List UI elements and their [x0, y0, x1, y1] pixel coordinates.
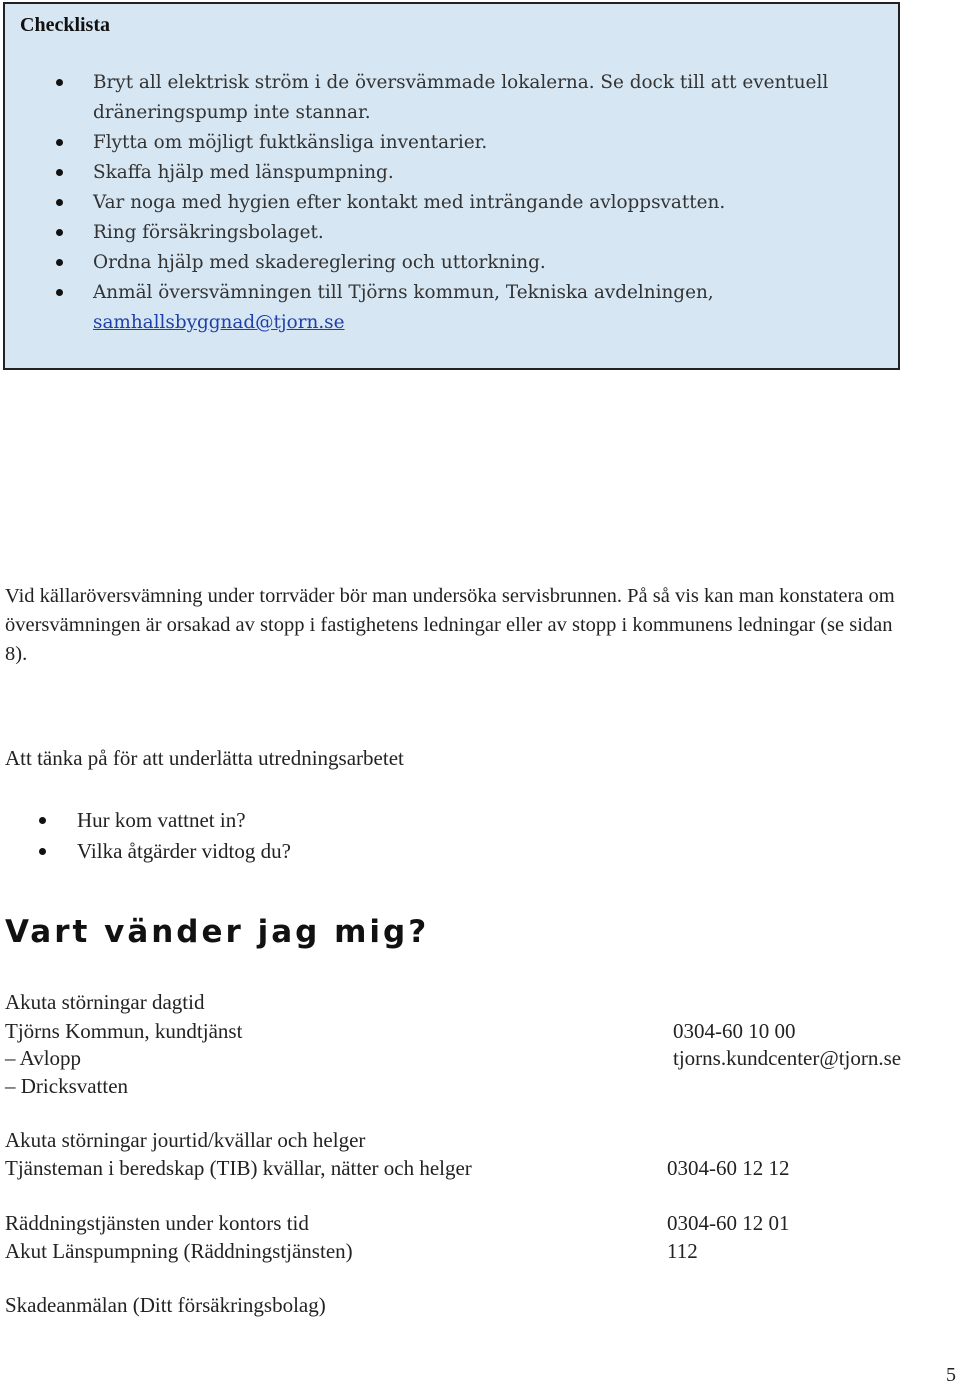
municipality-email[interactable]: tjorns.kundcenter@tjorn.se: [673, 1046, 902, 1070]
intro-paragraph: Vid källaröversvämning under torrväder bör man undersöka servisbrunnen. På så vis kan man konstatera om översvämningen är orsakad av stopp i fastighetens ledningar eller av stopp i kommunens ledningar (se sidan 8).: [5, 585, 895, 665]
pumping-label: Akut Länspumpning (Räddningstjänsten): [5, 1239, 353, 1263]
list-item: Bryt all elektrisk ström i de översvämmade lokalerna. Se dock till att eventuell dräneringspump inte stannar.: [5, 68, 893, 128]
rescue-office-label: Räddningstjänsten under kontors tid: [5, 1211, 309, 1235]
checklist-title: Checklista: [20, 14, 110, 36]
bullet-icon: [39, 817, 46, 824]
list-item: Ordna hjälp med skadereglering och uttorkning.: [5, 248, 893, 278]
investigation-list: [0, 805, 291, 867]
sewage-label: – Avlopp: [5, 1046, 82, 1070]
list-item: Vilka åtgärder vidtog du?: [0, 836, 291, 867]
tib-label: Tjänsteman i beredskap (TIB) kvällar, nätter och helger: [5, 1156, 472, 1180]
daytime-heading: Akuta störningar dagtid: [5, 990, 205, 1014]
bullet-icon: [39, 848, 46, 855]
after-hours-heading: Akuta störningar jourtid/kvällar och helger: [5, 1128, 366, 1152]
bullet-icon: [56, 79, 63, 86]
municipality-label: Tjörns Kommun, kundtjänst: [5, 1019, 243, 1043]
checklist-box: [3, 2, 900, 370]
contact-heading: Vart vänder jag mig?: [5, 914, 430, 950]
bullet-icon: [56, 259, 63, 266]
bullet-icon: [56, 199, 63, 206]
tib-phone: 0304-60 12 12: [667, 1156, 790, 1180]
insurance-label: Skadeanmälan (Ditt försäkringsbolag): [5, 1293, 326, 1317]
bullet-icon: [56, 139, 63, 146]
list-item: Ring försäkringsbolaget.: [5, 218, 893, 248]
list-item: Var noga med hygien efter kontakt med inträngande avloppsvatten.: [5, 188, 893, 218]
list-item: Flytta om möjligt fuktkänsliga inventarier.: [5, 128, 893, 158]
pumping-phone: 112: [667, 1239, 698, 1263]
list-item: Anmäl översvämningen till Tjörns kommun, Tekniska avdelningen, samhallsbyggnad@tjorn.se: [5, 278, 893, 338]
municipality-phone: 0304-60 10 00: [673, 1019, 796, 1043]
drinking-water-label: – Dricksvatten: [5, 1074, 129, 1098]
email-link[interactable]: samhallsbyggnad@tjorn.se: [93, 312, 345, 333]
list-item: Skaffa hjälp med länspumpning.: [5, 158, 893, 188]
bullet-icon: [56, 289, 63, 296]
page-number: 5: [946, 1364, 956, 1386]
bullet-icon: [56, 229, 63, 236]
rescue-office-phone: 0304-60 12 01: [667, 1211, 790, 1235]
list-item: Hur kom vattnet in?: [0, 805, 291, 836]
checklist-list: [5, 68, 893, 338]
bullet-icon: [56, 169, 63, 176]
investigation-heading: Att tänka på för att underlätta utredningsarbetet: [5, 746, 404, 770]
